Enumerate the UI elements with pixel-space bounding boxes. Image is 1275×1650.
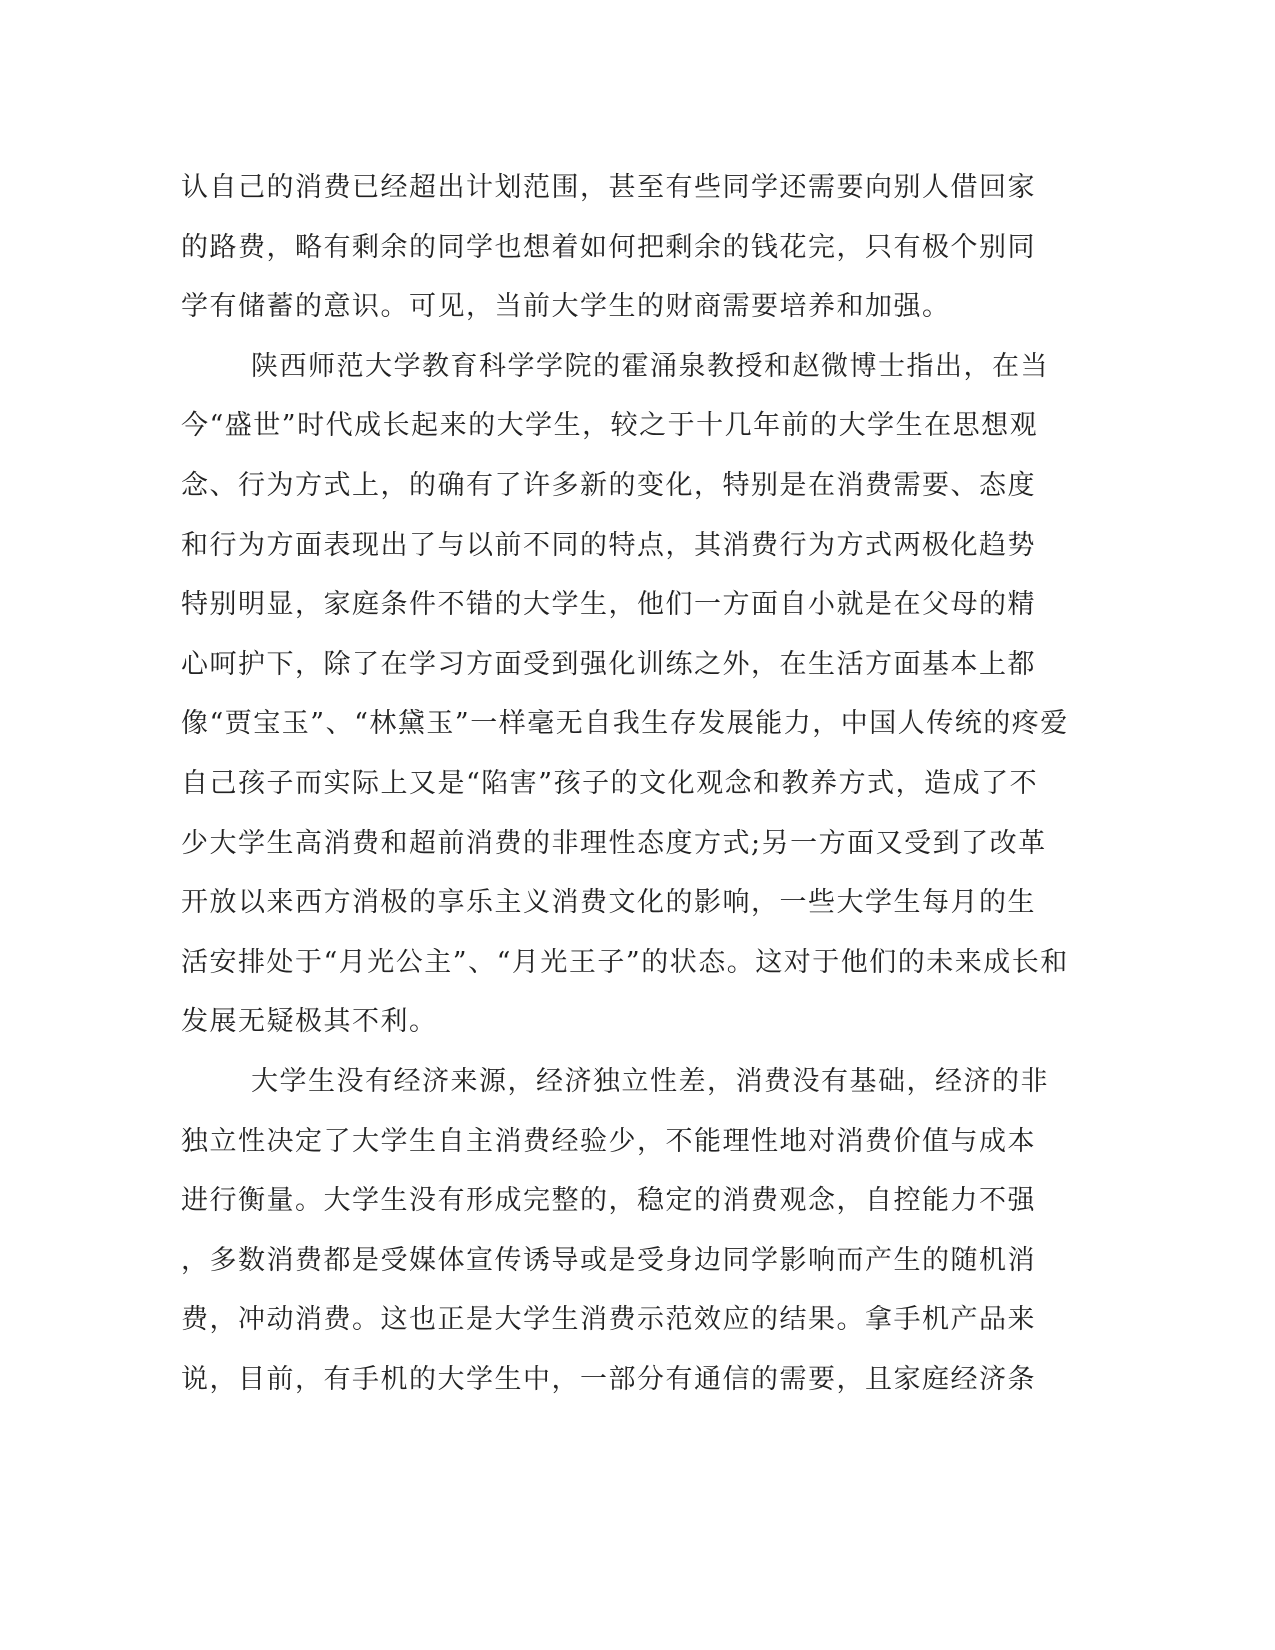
text-line: 少大学生高消费和超前消费的非理性态度方式;另一方面又受到了改革 [181,827,1047,859]
text-line: 心呵护下，除了在学习方面受到强化训练之外，在生活方面基本上都 [181,648,1036,680]
text-line: 说，目前，有手机的大学生中，一部分有通信的需要，且家庭经济条 [181,1363,1036,1395]
paragraph-1 [181,158,1081,337]
text-line: 费，冲动消费。这也正是大学生消费示范效应的结果。拿手机产品来 [181,1304,1036,1336]
text-line: 特别明显，家庭条件不错的大学生，他们一方面自小就是在父母的精 [181,589,1036,621]
text-line: 念、行为方式上，的确有了许多新的变化，特别是在消费需要、态度 [181,469,1036,501]
document-body [181,158,1081,1409]
text-line: 的路费，略有剩余的同学也想着如何把剩余的钱花完，只有极个别同 [181,231,1036,263]
text-line: 进行衡量。大学生没有形成完整的，稳定的消费观念，自控能力不强 [181,1185,1036,1217]
text-line: 独立性决定了大学生自主消费经验少，不能理性地对消费价值与成本 [181,1125,1036,1157]
text-line: 认自己的消费已经超出计划范围，甚至有些同学还需要向别人借回家 [181,172,1036,203]
paragraph-2 [181,337,1081,1052]
text-line: ，多数消费都是受媒体宣传诱导或是受身边同学影响而产生的随机消 [181,1244,1036,1276]
text-line: 自己孩子而实际上又是“陷害”孩子的文化观念和教养方式，造成了不 [181,767,1039,799]
paragraph-3 [181,1052,1081,1410]
text-line: 像“贾宝玉”、“林黛玉”一样毫无自我生存发展能力，中国人传统的疼爱 [181,708,1069,740]
text-line: 开放以来西方消极的享乐主义消费文化的影响，一些大学生每月的生 [181,887,1036,919]
text-line: 学有储蓄的意识。可见，当前大学生的财商需要培养和加强。 [181,291,951,323]
text-line: 活安排处于“月光公主”、“月光王子”的状态。这对于他们的未来成长和 [181,946,1069,978]
text-line: 发展无疑极其不利。 [181,1006,438,1038]
text-line: 和行为方面表现出了与以前不同的特点，其消费行为方式两极化趋势 [181,529,1036,561]
text-line: 今“盛世”时代成长起来的大学生，较之于十几年前的大学生在思想观 [181,410,1039,442]
text-line: 大学生没有经济来源，经济独立性差，消费没有基础，经济的非 [251,1065,1049,1097]
text-line: 陕西师范大学教育科学学院的霍涌泉教授和赵微博士指出，在当 [251,350,1049,382]
